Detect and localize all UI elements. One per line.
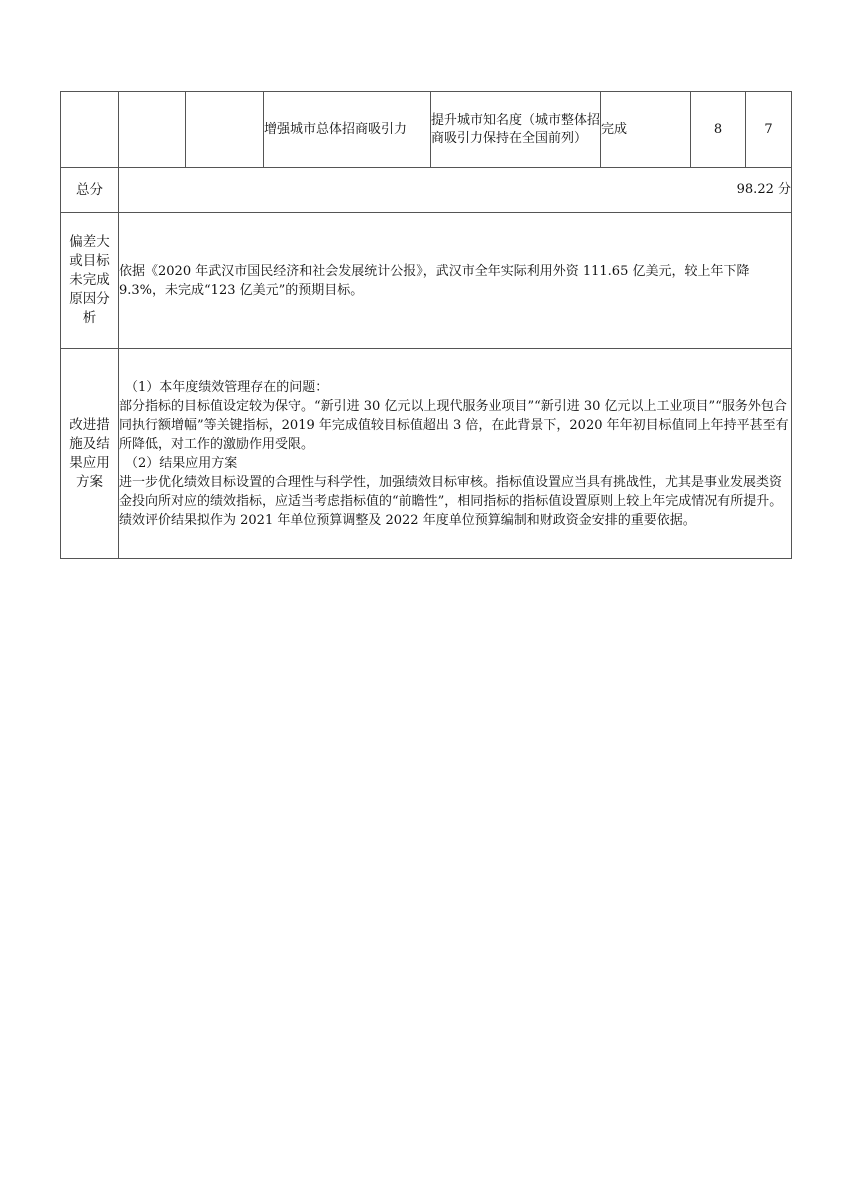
table-row-deviation [61, 213, 792, 349]
problems-heading: （1）本年度绩效管理存在的问题： [125, 379, 329, 395]
plan-heading: （2）结果应用方案 [125, 455, 238, 471]
deviation-label-line: 析 [82, 310, 97, 326]
improvement-content [119, 349, 792, 559]
deviation-label-line: 原因分 [69, 291, 110, 307]
deviation-label [61, 213, 119, 349]
target-value-cell: 提升城市知名度（城市整体招商吸引力保持在全国前列） [431, 92, 601, 168]
improvement-label-line: 果应用 [69, 454, 110, 471]
level1-indicator-cell [61, 92, 119, 168]
table-row-indicator [61, 92, 792, 168]
deviation-label-line: 未完成 [69, 272, 110, 288]
score-cell: 7 [746, 92, 792, 168]
level3-indicator-cell [186, 92, 264, 168]
table-row-total [61, 168, 792, 213]
performance-evaluation-table [60, 91, 792, 559]
improvement-label [61, 349, 119, 559]
total-label: 总分 [61, 168, 119, 213]
level2-indicator-cell [119, 92, 186, 168]
improvement-label-line: 方案 [76, 473, 103, 490]
total-score-value: 98.22 分 [119, 168, 792, 213]
deviation-label-line: 或目标 [69, 253, 110, 269]
weight-cell: 8 [691, 92, 746, 168]
deviation-reason-text: 依据《2020 年武汉市国民经济和社会发展统计公报》，武汉市全年实际利用外资 111.65 亿美元，较上年下降 9.3%，未完成“123 亿美元”的预期目标。 [119, 213, 792, 349]
plan-text-1: 进一步优化绩效目标设置的合理性与科学性，加强绩效目标审核。指标值设置应当具有挑战性，尤其是事业发展类资金投向所对应的绩效指标，应适当考虑指标值的“前瞻性”，相同指标的指标值设置原则上较上年完成情况有所提升。 [119, 474, 783, 509]
plan-text-2: 绩效评价结果拟作为 2021 年单位预算调整及 2022 年度单位预算编制和财政资金安排的重要依据。 [119, 512, 696, 528]
actual-value-cell: 完成 [601, 92, 691, 168]
deviation-label-line: 偏差大 [69, 234, 110, 250]
table-row-improvement [61, 349, 792, 559]
improvement-label-line: 施及结 [69, 435, 110, 452]
improvement-label-line: 改进措 [69, 416, 110, 433]
problems-text: 部分指标的目标值设定较为保守。“新引进 30 亿元以上现代服务业项目”“新引进 30 亿元以上工业项目”“服务外包合同执行额增幅”等关键指标，2019 年完成值较目标值超出 3 倍，在此背景下，2020 年年初目标值同上年持平甚至有所降低，对工作的激励作用受限。 [119, 398, 789, 452]
indicator-name-cell: 增强城市总体招商吸引力 [264, 92, 431, 168]
